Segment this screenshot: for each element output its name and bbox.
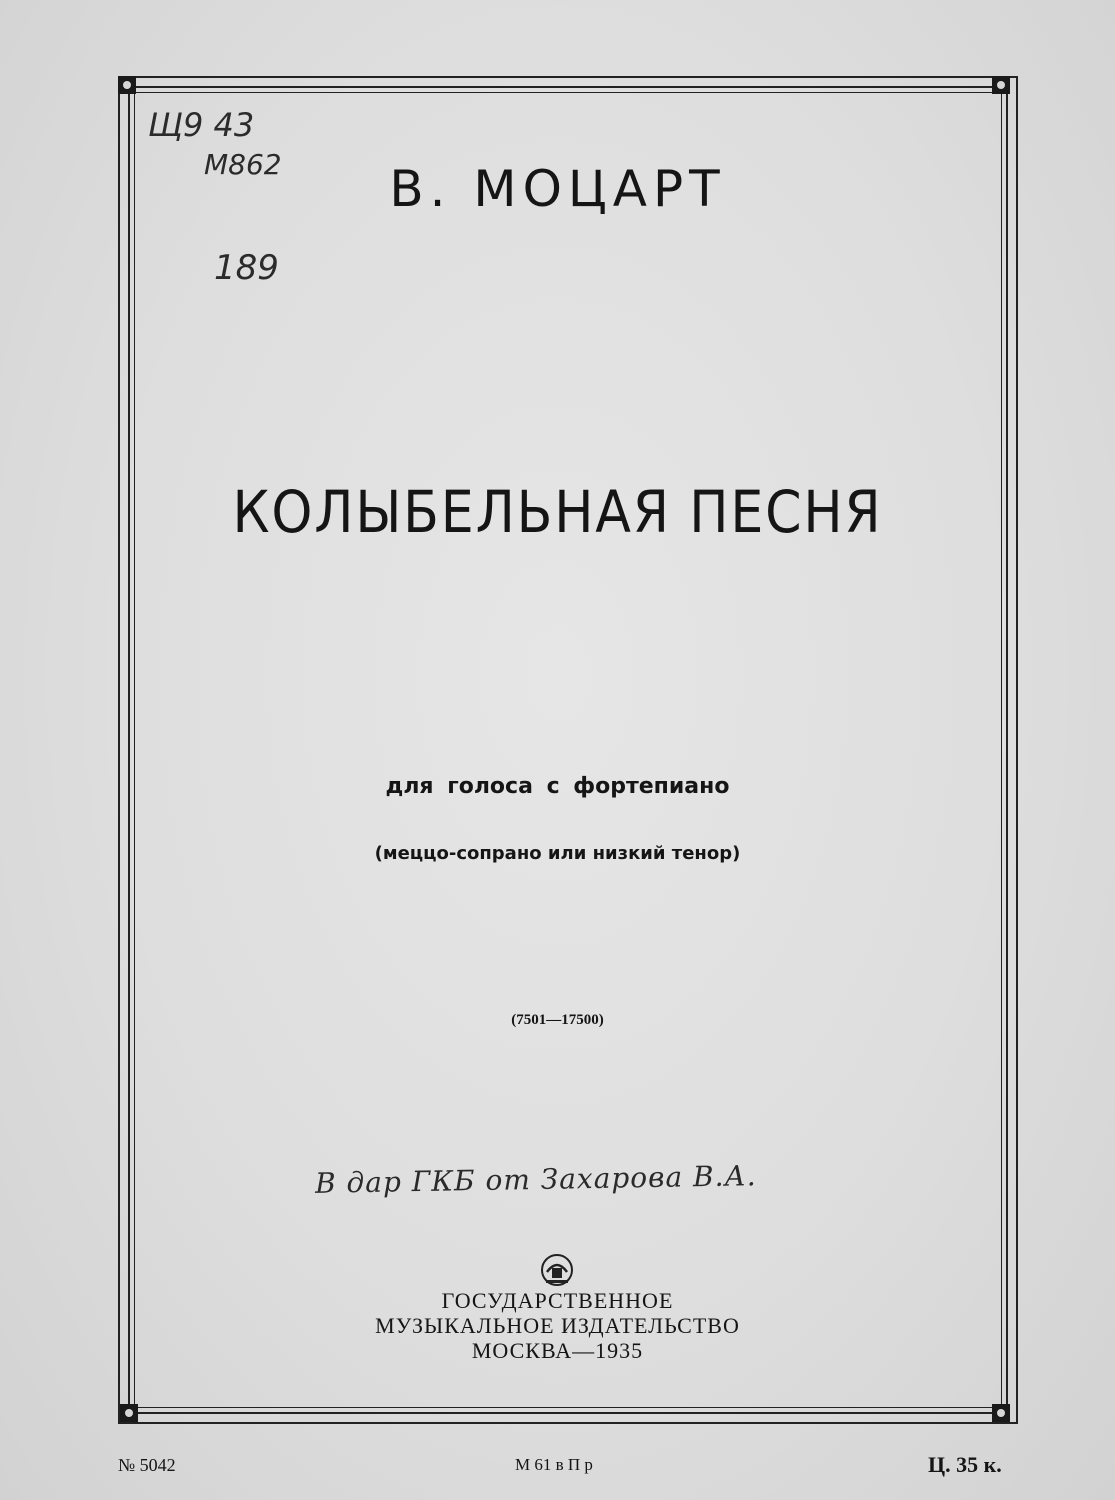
publisher-code: М 61 в П р — [515, 1455, 593, 1474]
handwritten-dedication: В дар ГКБ от Захарова В.А. — [314, 1159, 757, 1200]
publisher-line3: МОСКВА—1935 — [471, 1338, 644, 1363]
price: Ц. 35 к. — [928, 1452, 1002, 1477]
inventory-number: 189 — [214, 248, 279, 288]
work-title: КОЛЫБЕЛЬНАЯ ПЕСНЯ — [232, 478, 883, 546]
frame-line-right-inner — [1001, 86, 1002, 1414]
shelfmark-line1: Щ9 43 — [148, 106, 255, 144]
frame-line-right — [1006, 86, 1008, 1414]
frame-line-top-inner — [128, 92, 1008, 93]
frame-line-bottom — [128, 1412, 1008, 1414]
frame-line-left — [128, 86, 130, 1414]
frame-line-left-inner — [134, 86, 135, 1414]
corner-ornament-top-right — [992, 76, 1010, 94]
publisher-line1: ГОСУДАРСТВЕННОЕ — [441, 1288, 674, 1313]
publisher-emblem-icon — [538, 1250, 576, 1288]
shelfmark-line2: M862 — [204, 148, 282, 181]
catalog-number: № 5042 — [118, 1455, 176, 1475]
corner-ornament-bottom-left — [120, 1404, 138, 1422]
corner-ornament-top-left — [118, 76, 136, 94]
voice-type: (меццо-сопрано или низкий тенор) — [374, 843, 741, 864]
composer-name: В. МОЦАРТ — [389, 160, 726, 218]
publisher-line2: МУЗЫКАЛЬНОЕ ИЗДАТЕЛЬСТВО — [375, 1313, 740, 1338]
corner-ornament-bottom-right — [992, 1404, 1010, 1422]
publisher-block — [0, 1288, 1115, 1363]
frame-line-top — [128, 86, 1008, 88]
frame-line-bottom-inner — [128, 1407, 1008, 1408]
instrumentation: для голоса с фортепиано — [385, 774, 730, 799]
print-run: (7501—17500) — [511, 1012, 604, 1028]
